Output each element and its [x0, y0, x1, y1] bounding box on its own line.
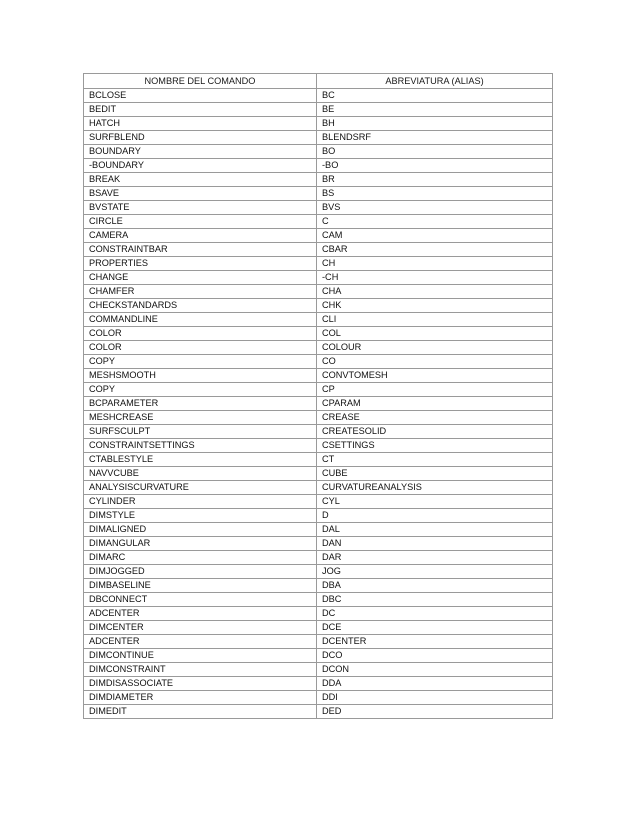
- table-row: [84, 173, 553, 187]
- alias-cell: DAR: [317, 551, 553, 565]
- alias-cell: JOG: [317, 565, 553, 579]
- table-row: [84, 341, 553, 355]
- table-row: [84, 677, 553, 691]
- alias-cell: COL: [317, 327, 553, 341]
- command-name-cell: NAVVCUBE: [84, 467, 317, 481]
- command-name-cell: DIMCENTER: [84, 621, 317, 635]
- alias-cell: DCO: [317, 649, 553, 663]
- alias-cell: BS: [317, 187, 553, 201]
- table-row: [84, 89, 553, 103]
- command-name-cell: DBCONNECT: [84, 593, 317, 607]
- command-name-cell: SURFBLEND: [84, 131, 317, 145]
- command-name-cell: CONSTRAINTSETTINGS: [84, 439, 317, 453]
- command-name-cell: ANALYSISCURVATURE: [84, 481, 317, 495]
- alias-cell: -BO: [317, 159, 553, 173]
- command-name-cell: MESHSMOOTH: [84, 369, 317, 383]
- table-row: [84, 229, 553, 243]
- header-command-name: NOMBRE DEL COMANDO: [84, 74, 317, 89]
- command-name-cell: DIMARC: [84, 551, 317, 565]
- alias-cell: BC: [317, 89, 553, 103]
- command-name-cell: BOUNDARY: [84, 145, 317, 159]
- alias-cell: CSETTINGS: [317, 439, 553, 453]
- alias-cell: CT: [317, 453, 553, 467]
- command-name-cell: DIMCONSTRAINT: [84, 663, 317, 677]
- command-name-cell: CIRCLE: [84, 215, 317, 229]
- command-name-cell: DIMJOGGED: [84, 565, 317, 579]
- command-name-cell: BVSTATE: [84, 201, 317, 215]
- table-row: [84, 509, 553, 523]
- table-row: [84, 523, 553, 537]
- alias-cell: DCE: [317, 621, 553, 635]
- alias-cell: DDI: [317, 691, 553, 705]
- table-row: [84, 481, 553, 495]
- command-name-cell: CONSTRAINTBAR: [84, 243, 317, 257]
- command-name-cell: MESHCREASE: [84, 411, 317, 425]
- command-name-cell: BSAVE: [84, 187, 317, 201]
- table-row: [84, 159, 553, 173]
- table-row: [84, 355, 553, 369]
- table-row: [84, 411, 553, 425]
- command-name-cell: CHAMFER: [84, 285, 317, 299]
- table-row: [84, 691, 553, 705]
- alias-cell: BE: [317, 103, 553, 117]
- command-name-cell: CAMERA: [84, 229, 317, 243]
- table-row: [84, 215, 553, 229]
- table-row: [84, 551, 553, 565]
- table-row: [84, 705, 553, 719]
- command-name-cell: DIMCONTINUE: [84, 649, 317, 663]
- alias-cell: BH: [317, 117, 553, 131]
- alias-cell: DED: [317, 705, 553, 719]
- table-row: [84, 579, 553, 593]
- alias-cell: CYL: [317, 495, 553, 509]
- alias-cell: CREATESOLID: [317, 425, 553, 439]
- table-body: [84, 89, 553, 719]
- alias-cell: CLI: [317, 313, 553, 327]
- table-row: [84, 187, 553, 201]
- header-alias: ABREVIATURA (ALIAS): [317, 74, 553, 89]
- table-row: [84, 271, 553, 285]
- alias-cell: CAM: [317, 229, 553, 243]
- table-row: [84, 117, 553, 131]
- table-row: [84, 663, 553, 677]
- table-row: [84, 453, 553, 467]
- command-name-cell: HATCH: [84, 117, 317, 131]
- alias-cell: DBC: [317, 593, 553, 607]
- command-name-cell: CTABLESTYLE: [84, 453, 317, 467]
- alias-cell: CREASE: [317, 411, 553, 425]
- table-row: [84, 369, 553, 383]
- table-row: [84, 495, 553, 509]
- command-name-cell: COLOR: [84, 341, 317, 355]
- command-name-cell: DIMANGULAR: [84, 537, 317, 551]
- alias-cell: BR: [317, 173, 553, 187]
- table-row: [84, 201, 553, 215]
- command-name-cell: BCLOSE: [84, 89, 317, 103]
- alias-cell: CP: [317, 383, 553, 397]
- command-name-cell: DIMEDIT: [84, 705, 317, 719]
- alias-cell: COLOUR: [317, 341, 553, 355]
- alias-cell: CURVATUREANALYSIS: [317, 481, 553, 495]
- table-row: [84, 467, 553, 481]
- command-name-cell: -BOUNDARY: [84, 159, 317, 173]
- table-row: [84, 145, 553, 159]
- table-row: [84, 131, 553, 145]
- table-row: [84, 383, 553, 397]
- alias-cell: DDA: [317, 677, 553, 691]
- command-name-cell: COMMANDLINE: [84, 313, 317, 327]
- table-row: [84, 621, 553, 635]
- alias-cell: BO: [317, 145, 553, 159]
- table-header-row: [84, 74, 553, 89]
- table-row: [84, 593, 553, 607]
- command-name-cell: COPY: [84, 355, 317, 369]
- command-name-cell: DIMDIAMETER: [84, 691, 317, 705]
- alias-cell: DCON: [317, 663, 553, 677]
- alias-cell: BVS: [317, 201, 553, 215]
- table-row: [84, 607, 553, 621]
- command-name-cell: COLOR: [84, 327, 317, 341]
- alias-cell: C: [317, 215, 553, 229]
- command-name-cell: CHECKSTANDARDS: [84, 299, 317, 313]
- alias-cell: CPARAM: [317, 397, 553, 411]
- command-name-cell: BREAK: [84, 173, 317, 187]
- command-name-cell: CYLINDER: [84, 495, 317, 509]
- alias-cell: CO: [317, 355, 553, 369]
- command-name-cell: BCPARAMETER: [84, 397, 317, 411]
- table-row: [84, 425, 553, 439]
- alias-cell: CHA: [317, 285, 553, 299]
- command-name-cell: SURFSCULPT: [84, 425, 317, 439]
- table-row: [84, 103, 553, 117]
- alias-cell: CUBE: [317, 467, 553, 481]
- alias-cell: BLENDSRF: [317, 131, 553, 145]
- alias-cell: DBA: [317, 579, 553, 593]
- table-row: [84, 635, 553, 649]
- command-name-cell: BEDIT: [84, 103, 317, 117]
- alias-cell: DC: [317, 607, 553, 621]
- alias-cell: -CH: [317, 271, 553, 285]
- alias-cell: CBAR: [317, 243, 553, 257]
- table-row: [84, 537, 553, 551]
- command-name-cell: COPY: [84, 383, 317, 397]
- table-row: [84, 327, 553, 341]
- alias-cell: DAL: [317, 523, 553, 537]
- table-row: [84, 243, 553, 257]
- command-alias-table: [83, 73, 553, 719]
- alias-cell: CHK: [317, 299, 553, 313]
- alias-cell: DAN: [317, 537, 553, 551]
- alias-cell: CH: [317, 257, 553, 271]
- table-row: [84, 313, 553, 327]
- command-name-cell: DIMSTYLE: [84, 509, 317, 523]
- command-name-cell: DIMALIGNED: [84, 523, 317, 537]
- command-name-cell: ADCENTER: [84, 607, 317, 621]
- command-name-cell: CHANGE: [84, 271, 317, 285]
- table-row: [84, 299, 553, 313]
- table-row: [84, 285, 553, 299]
- table-row: [84, 649, 553, 663]
- alias-cell: DCENTER: [317, 635, 553, 649]
- table-row: [84, 439, 553, 453]
- table-row: [84, 397, 553, 411]
- table-row: [84, 257, 553, 271]
- table-row: [84, 565, 553, 579]
- alias-cell: D: [317, 509, 553, 523]
- command-name-cell: DIMBASELINE: [84, 579, 317, 593]
- alias-cell: CONVTOMESH: [317, 369, 553, 383]
- command-name-cell: ADCENTER: [84, 635, 317, 649]
- command-name-cell: DIMDISASSOCIATE: [84, 677, 317, 691]
- command-name-cell: PROPERTIES: [84, 257, 317, 271]
